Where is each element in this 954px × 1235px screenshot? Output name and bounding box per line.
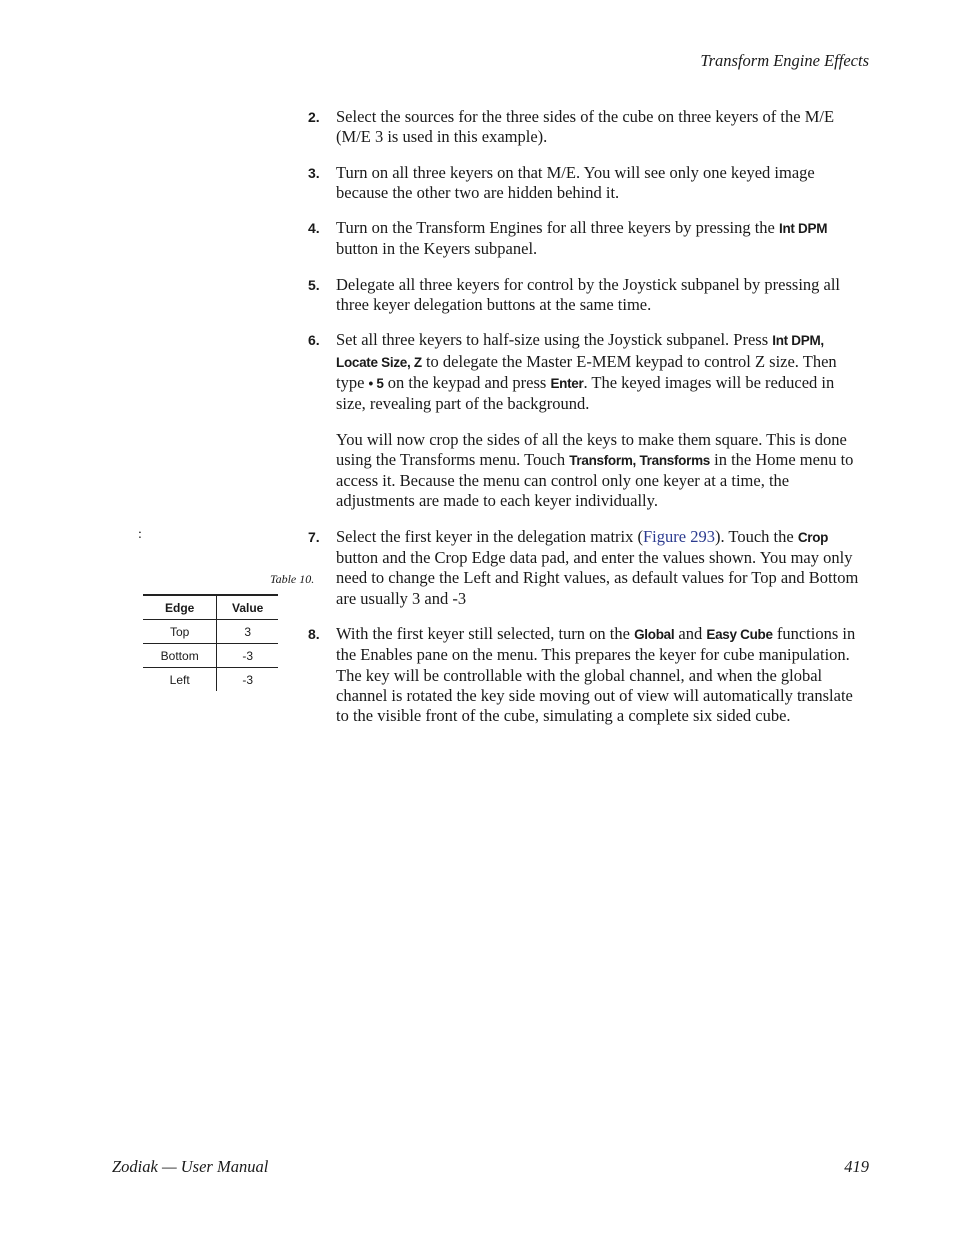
button-ref-z: Z (413, 354, 422, 370)
step-text: ). Touch the (714, 526, 798, 546)
step-2 (308, 107, 868, 148)
table-cell-value: -3 (217, 644, 278, 668)
separator: , (820, 333, 824, 349)
step-text: Select the sources for the three sides of the cube on three keyers of the M/E (M/E 3 is used in this example). (336, 107, 835, 147)
step-text: With the first keyer still selected, turn on the (336, 623, 635, 643)
button-ref-int-dpm: Int DPM (779, 221, 828, 237)
footer-page-number: 419 (844, 1157, 869, 1176)
step-number: 8. (308, 625, 320, 642)
button-ref-int-dpm: Int DPM (772, 333, 821, 349)
button-ref-enter: Enter (550, 375, 584, 391)
table-caption: Table 10. (270, 572, 315, 586)
crop-note-paragraph (308, 430, 868, 512)
step-text: button and the Crop Edge data pad, and enter the values shown. You may only need to change the Left and Right values, as default values for Top and Bottom are usually 3 and -3 (336, 548, 859, 608)
step-number: 6. (308, 332, 320, 349)
crop-values-table (143, 594, 278, 691)
figure-link[interactable]: Figure 293 (642, 526, 715, 546)
instruction-steps (308, 107, 868, 741)
running-header: Transform Engine Effects (700, 51, 869, 70)
step-text: on the keypad and press (383, 372, 551, 392)
paragraph-text: in the Home menu to access it. Because the menu can control only one keyer at a time, the adjustments are made to each keyer individually. (336, 449, 854, 511)
footer-manual-title: Zodiak — User Manual (112, 1157, 269, 1176)
table-row (143, 620, 278, 644)
step-4 (308, 218, 868, 260)
step-text: button in the Keyers subpanel. (336, 239, 538, 259)
step-number: 7. (308, 528, 320, 545)
step-text: Select the first keyer in the delegation matrix ( (336, 526, 643, 546)
menu-ref-transforms: Transforms (639, 452, 710, 468)
step-text: Set all three keyers to half-size using the Joystick subpanel. Press (336, 330, 773, 350)
table-header-row (143, 595, 278, 620)
step-8 (308, 624, 868, 726)
table-cell-edge: Left (143, 668, 217, 692)
step-5 (308, 275, 868, 316)
step-7 (308, 527, 868, 609)
table-cell-edge: Top (143, 620, 217, 644)
step-text: to delegate the Master E-MEM keypad to control Z size. Then type (336, 351, 837, 392)
step-text: . The keyed images will be reduced in size, revealing part of the background. (336, 372, 835, 414)
table-cell-value: 3 (217, 620, 278, 644)
button-ref-global: Global (634, 626, 675, 642)
step-number: 3. (308, 164, 320, 181)
table-cell-value: -3 (242, 672, 254, 687)
button-ref-crop: Crop (797, 529, 829, 545)
step-6 (308, 330, 868, 414)
button-ref-easy-cube: Easy Cube (706, 626, 773, 642)
button-ref-dot-5: • 5 (368, 375, 384, 391)
step-text: Turn on all three keyers on that M/E. You will see only one keyed image because the other two are hidden behind it. (336, 162, 815, 202)
separator: , (406, 354, 414, 370)
step-number: 5. (308, 276, 320, 293)
table-row (143, 668, 278, 692)
table-cell-edge: Bottom (143, 644, 217, 668)
step-3 (308, 163, 868, 204)
sidebar-colon: : (138, 527, 142, 542)
step-number: 4. (308, 220, 320, 237)
column-header-edge: Edge (143, 595, 217, 620)
separator: , (632, 452, 640, 468)
table-row (143, 644, 278, 668)
column-header-value: Value (217, 595, 278, 620)
menu-ref-transform: Transform (569, 452, 633, 468)
step-text: Turn on the Transform Engines for all three keyers by pressing the (336, 218, 779, 238)
step-number: 2. (308, 109, 320, 125)
step-text: and (674, 623, 707, 643)
paragraph-text: You will now crop the sides of all the keys to make them square. This is done using the Transforms menu. Touch (336, 429, 847, 469)
button-ref-locate-size: Locate Size (336, 354, 407, 370)
step-text: Delegate all three keyers for control by the Joystick subpanel by pressing all three keyer delegation buttons at the same time. (336, 274, 841, 315)
step-text: functions in the Enables pane on the menu. This prepares the keyer for cube manipulation. The key will be controllable with the global channel, and when the global channel is rotated the key side moving out of view will automatically translate to the visible front of the cube, simulating a complete six sided cube. (336, 623, 856, 726)
